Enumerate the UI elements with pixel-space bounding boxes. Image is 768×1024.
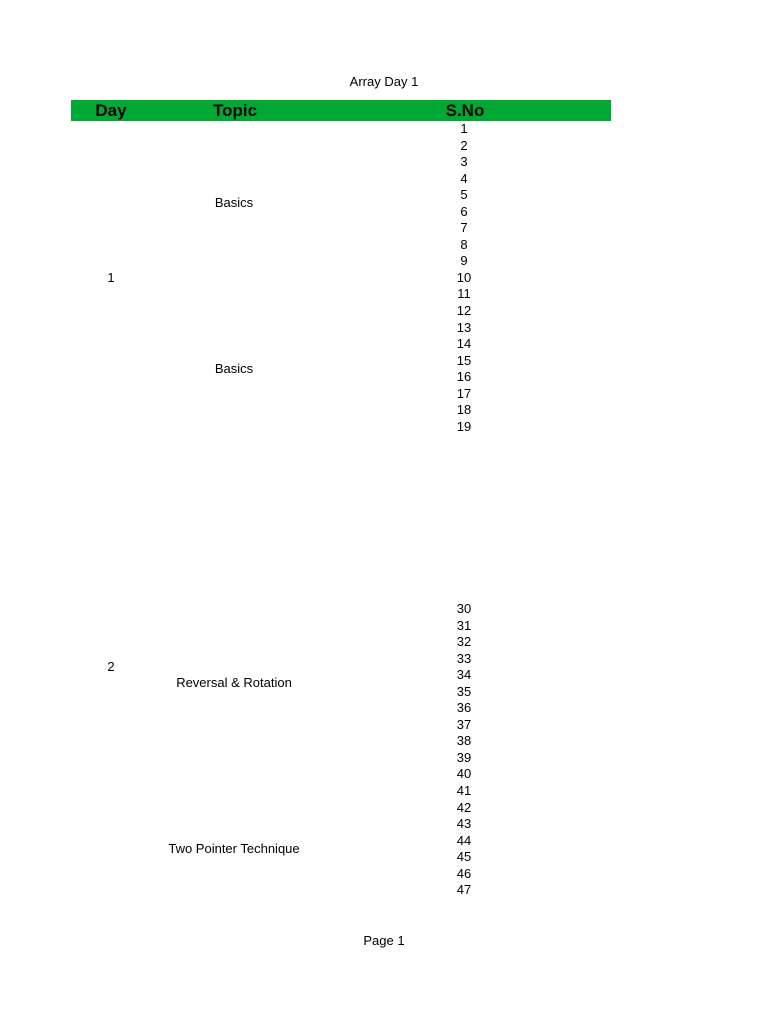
sno-cell: 13 <box>456 319 472 335</box>
sno-cell: 6 <box>460 203 468 219</box>
sno-cell: 7 <box>460 220 468 236</box>
topic-cell-reversal-rotation: Reversal & Rotation <box>176 675 292 690</box>
sno-cell: 11 <box>457 286 471 302</box>
sno-cell: 15 <box>456 352 472 368</box>
sno-cell: 2 <box>460 137 468 153</box>
sno-cell: 8 <box>460 236 468 252</box>
header-topic: Topic <box>212 101 258 120</box>
sno-cell: 18 <box>456 402 472 418</box>
sno-cell: 10 <box>456 269 472 285</box>
sno-cell: 46 <box>456 865 472 881</box>
sno-cell: 36 <box>456 700 472 716</box>
sno-cell: 14 <box>456 336 472 352</box>
topic-cell-two-pointer: Two Pointer Technique <box>168 841 300 856</box>
sno-cell: 41 <box>456 783 472 799</box>
sno-cell: 44 <box>456 832 472 848</box>
sno-column-block-2 <box>434 601 494 899</box>
sno-cell: 34 <box>456 667 472 683</box>
sno-cell: 9 <box>460 253 468 269</box>
sno-cell: 3 <box>460 154 468 170</box>
sno-cell: 38 <box>456 733 472 749</box>
topic-cell-basics-1: Basics <box>214 195 254 210</box>
day-cell-1: 1 <box>107 270 115 285</box>
topic-cell-basics-2: Basics <box>214 361 254 376</box>
sno-cell: 1 <box>460 121 468 136</box>
sno-cell: 30 <box>456 601 472 616</box>
sno-cell: 32 <box>456 634 472 650</box>
sno-cell: 45 <box>456 849 472 865</box>
day-cell-2: 2 <box>107 659 115 674</box>
sno-cell: 40 <box>456 766 472 782</box>
sno-cell: 5 <box>460 187 468 203</box>
sno-cell: 37 <box>456 716 472 732</box>
page-title: Array Day 1 <box>349 74 419 89</box>
sno-cell: 19 <box>456 418 472 434</box>
sno-cell: 39 <box>456 749 472 765</box>
sno-cell: 12 <box>456 303 472 319</box>
table-header-bar <box>71 100 611 121</box>
sno-cell: 42 <box>456 799 472 815</box>
sno-column-block-1 <box>434 121 494 435</box>
sno-cell: 31 <box>456 617 472 633</box>
sno-cell: 43 <box>456 816 472 832</box>
sno-cell: 16 <box>456 369 472 385</box>
page-footer: Page 1 <box>363 933 405 948</box>
sno-cell: 4 <box>460 170 468 186</box>
sno-cell: 47 <box>456 882 472 898</box>
sno-cell: 33 <box>456 650 472 666</box>
header-day: Day <box>95 101 127 120</box>
sno-cell: 35 <box>456 683 472 699</box>
header-sno: S.No <box>445 101 485 120</box>
sno-cell: 17 <box>456 385 472 401</box>
